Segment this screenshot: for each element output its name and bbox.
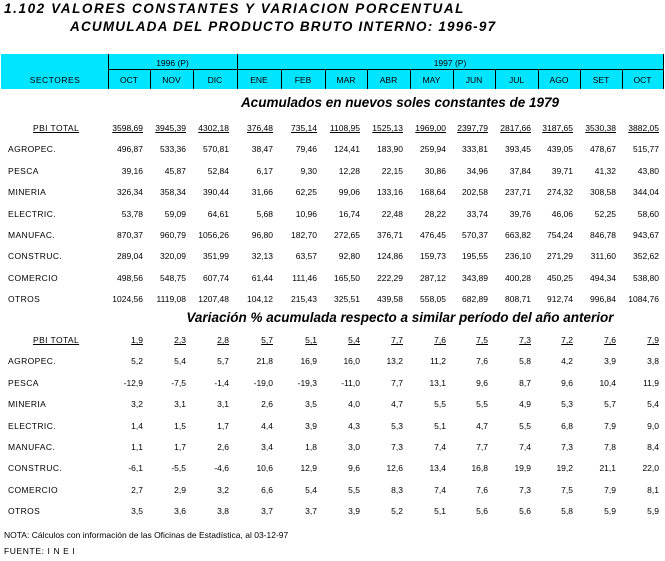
table-cell: 64,61 [207, 208, 229, 219]
table-cell: 393,45 [505, 144, 531, 155]
header-divider [622, 69, 623, 89]
month-header: OCT [120, 75, 138, 85]
header-divider [150, 69, 151, 89]
table-cell: 7,7 [391, 377, 403, 388]
table-cell: 7,3 [561, 442, 573, 452]
table-cell: 2,7 [131, 484, 143, 495]
table-cell: 222,29 [377, 272, 403, 283]
table-cell: 7,9 [604, 420, 616, 431]
table-cell: 34,96 [466, 165, 488, 176]
table-cell: 1084,76 [628, 294, 659, 305]
table-cell: 4,7 [476, 420, 488, 431]
table-cell: 1,1 [131, 442, 143, 452]
table-cell: 5,5 [434, 399, 446, 410]
table-cell: 6,6 [261, 484, 273, 495]
table-cell: 3,9 [348, 506, 360, 517]
table-cell: 5,7 [217, 356, 229, 367]
table-cell: 92,80 [338, 251, 360, 262]
table-cell: 735,14 [291, 123, 317, 133]
year-1996-header: 1996 (P) [156, 58, 189, 68]
table-cell: -4,6 [214, 463, 229, 474]
table-cell: 2,9 [174, 484, 186, 495]
table-cell: 5,4 [174, 356, 186, 367]
table-cell: 1,8 [305, 442, 317, 452]
row-label: ELECTRIC. [8, 420, 56, 431]
month-header: JUN [465, 75, 483, 85]
table-cell: 19,9 [514, 463, 531, 474]
table-cell: 4,2 [561, 356, 573, 367]
table-cell: 9,6 [348, 463, 360, 474]
section2-title: Variación % acumulada respecto a similar período del año anterior [186, 310, 614, 325]
table-cell: 2397,79 [457, 123, 488, 133]
row-label: COMERCIO [8, 272, 58, 283]
row-label: ELECTRIC. [8, 208, 56, 219]
table-cell: 5,5 [348, 484, 360, 495]
table-cell: 5,2 [391, 506, 403, 517]
table-cell: 183,90 [377, 144, 403, 155]
table-cell: 320,09 [160, 251, 186, 262]
month-header: ENE [250, 75, 268, 85]
row-label: AGROPEC. [8, 144, 57, 155]
table-cell: 7,9 [647, 335, 659, 345]
table-cell: 13,1 [429, 377, 446, 388]
table-cell: 570,81 [203, 144, 229, 155]
table-cell: 352,62 [633, 251, 659, 262]
table-cell: 11,2 [430, 356, 446, 367]
table-cell: 16,74 [338, 208, 360, 219]
table-cell: 8,4 [647, 442, 659, 452]
table-cell: 311,60 [590, 251, 616, 262]
table-cell: 10,4 [599, 377, 616, 388]
table-cell: 2,6 [217, 442, 229, 452]
table-cell: 390,44 [203, 187, 229, 198]
table-cell: 494,34 [590, 272, 616, 283]
table-cell: 3945,39 [155, 123, 186, 133]
table-cell: 39,76 [509, 208, 531, 219]
table-cell: 7,4 [434, 442, 446, 452]
table-cell: 11,9 [643, 377, 659, 388]
table-cell: 3,6 [174, 506, 186, 517]
table-cell: -11,0 [341, 377, 360, 388]
row-label: CONSTRUC. [8, 251, 63, 262]
table-cell: 6,8 [561, 420, 573, 431]
table-cell: 607,74 [203, 272, 229, 283]
table-cell: 439,05 [547, 144, 573, 155]
table-cell: 159,73 [420, 251, 446, 262]
table-cell: 3,2 [131, 399, 143, 410]
month-header: FEB [294, 75, 312, 85]
table-cell: 52,25 [594, 208, 616, 219]
table-cell: 7,8 [604, 442, 616, 452]
table-cell: 4,9 [519, 399, 531, 410]
header-divider [453, 69, 454, 89]
table-cell: 308,58 [590, 187, 616, 198]
table-cell: 3,9 [305, 420, 317, 431]
table-cell: 9,6 [476, 377, 488, 388]
table-cell: 538,80 [633, 272, 659, 283]
table-cell: 9,6 [561, 377, 573, 388]
table-cell: 1108,95 [329, 123, 360, 133]
table-cell: 28,22 [424, 208, 446, 219]
table-cell: 10,6 [256, 463, 273, 474]
table-cell: 478,67 [590, 144, 616, 155]
row-label: MINERIA [8, 187, 47, 198]
row-label: PESCA [8, 377, 39, 388]
footer-note: NOTA: Cálculos con información de las Oficinas de Estadística, al 03-12-97 [4, 530, 289, 540]
table-cell: 3530,38 [585, 123, 616, 133]
table-cell: 3,5 [131, 506, 143, 517]
table-cell: 52,84 [207, 165, 229, 176]
table-cell: 7,5 [476, 335, 488, 345]
table-cell: 287,12 [420, 272, 446, 283]
month-header: DIC [207, 75, 223, 85]
footer-source: FUENTE: I N E I [4, 546, 76, 556]
table-cell: 5,7 [261, 335, 273, 345]
table-cell: 7,6 [434, 335, 446, 345]
table-cell: 7,3 [391, 442, 403, 452]
table-cell: 7,6 [604, 335, 616, 345]
table-cell: 111,46 [292, 272, 317, 283]
table-cell: 3,7 [305, 506, 317, 517]
table-cell: 31,66 [251, 187, 273, 198]
table-cell: 16,9 [300, 356, 317, 367]
table-cell: 351,99 [203, 251, 229, 262]
table-cell: 37,84 [509, 165, 531, 176]
table-cell: 3187,65 [542, 123, 573, 133]
table-cell: 358,34 [160, 187, 186, 198]
table-cell: 7,3 [519, 335, 531, 345]
table-cell: 1056,26 [198, 230, 229, 240]
table-cell: 5,4 [348, 335, 360, 345]
table-cell: -6,1 [128, 463, 143, 474]
table-cell: 8,1 [647, 484, 659, 495]
table-cell: 3,9 [604, 356, 616, 367]
table-cell: 682,89 [462, 294, 488, 305]
header-divider [108, 54, 109, 89]
header-divider [580, 69, 581, 89]
header-divider [281, 69, 282, 89]
table-cell: 5,6 [476, 506, 488, 517]
table-cell: 7,9 [604, 484, 616, 495]
table-cell: 62,25 [295, 187, 317, 198]
table-cell: 5,7 [604, 399, 616, 410]
table-cell: 3,1 [174, 399, 186, 410]
table-cell: 663,82 [505, 230, 531, 240]
table-cell: 133,16 [377, 187, 403, 198]
table-cell: 3,8 [647, 356, 659, 367]
month-header: MAR [336, 75, 356, 85]
header-divider [538, 69, 539, 89]
table-cell: 5,9 [647, 506, 659, 517]
table-cell: 3598,69 [112, 123, 143, 133]
table-cell: 7,7 [391, 335, 403, 345]
table-cell: 5,68 [256, 208, 273, 219]
table-cell: 4,3 [348, 420, 360, 431]
row-label: MANUFAC. [8, 442, 56, 452]
row-label: PESCA [8, 165, 39, 176]
table-cell: 39,71 [551, 165, 573, 176]
row-label: AGROPEC. [8, 356, 57, 367]
table-cell: 43,80 [637, 165, 659, 176]
table-cell: 22,48 [381, 208, 403, 219]
table-cell: 259,94 [420, 144, 446, 155]
table-cell: 5,5 [519, 420, 531, 431]
table-cell: 5,9 [604, 506, 616, 517]
table-cell: 22,15 [381, 165, 403, 176]
table-cell: 5,8 [519, 356, 531, 367]
table-cell: 5,1 [305, 335, 317, 345]
month-header: MAY [422, 75, 441, 85]
row-label: PBI TOTAL [33, 123, 80, 133]
table-cell: 39,16 [121, 165, 143, 176]
table-cell: 5,1 [434, 506, 446, 517]
table-cell: 1,9 [131, 335, 143, 345]
table-cell: 4,7 [391, 399, 403, 410]
table-cell: 343,89 [462, 272, 488, 283]
table-cell: 41,32 [594, 165, 616, 176]
table-cell: 870,37 [117, 230, 143, 240]
table-cell: 79,46 [295, 144, 317, 155]
table-cell: 99,06 [338, 187, 360, 198]
table-cell: 5,5 [476, 399, 488, 410]
table-cell: 30,86 [424, 165, 446, 176]
table-cell: 5,4 [305, 484, 317, 495]
header-divider [410, 69, 411, 89]
table-cell: 1,7 [217, 420, 229, 431]
table-cell: 326,34 [117, 187, 143, 198]
row-label: OTROS [8, 294, 41, 305]
table-cell: 7,6 [476, 484, 488, 495]
table-cell: 236,10 [505, 251, 531, 262]
table-cell: 558,05 [420, 294, 446, 305]
table-cell: 2,3 [174, 335, 186, 345]
table-cell: 96,80 [251, 230, 273, 240]
table-cell: 996,84 [590, 294, 616, 305]
table-cell: 4302,18 [198, 123, 229, 133]
table-cell: 3,0 [348, 442, 360, 452]
table-cell: 476,45 [420, 230, 446, 240]
table-cell: 8,7 [519, 377, 531, 388]
table-cell: 3,4 [261, 442, 273, 452]
table-cell: 325,51 [334, 294, 360, 305]
table-cell: 5,3 [561, 399, 573, 410]
table-cell: 13,4 [429, 463, 446, 474]
table-cell: 124,86 [377, 251, 403, 262]
table-cell: 439,58 [377, 294, 403, 305]
table-cell: 274,32 [547, 187, 573, 198]
table-cell: -19,0 [253, 377, 273, 388]
table-cell: 7,7 [476, 442, 488, 452]
row-label: MINERIA [8, 399, 47, 410]
table-cell: 943,67 [633, 230, 659, 240]
table-cell: 12,28 [338, 165, 360, 176]
table-cell: 104,12 [247, 294, 273, 305]
header-divider [663, 54, 664, 89]
header-divider [495, 69, 496, 89]
table-cell: 1,5 [174, 420, 186, 431]
table-cell: 4,0 [348, 399, 360, 410]
table-cell: 3,1 [217, 399, 229, 410]
table-cell: 22,0 [642, 463, 659, 474]
table-cell: -7,5 [171, 377, 186, 388]
table-cell: 33,74 [466, 208, 488, 219]
table-cell: 1525,13 [372, 123, 403, 133]
table-cell: 45,87 [164, 165, 186, 176]
row-label: COMERCIO [8, 484, 58, 495]
month-header: JUL [508, 75, 525, 85]
header-divider [325, 69, 326, 89]
table-cell: 754,24 [547, 230, 573, 240]
table-cell: 3882,05 [628, 123, 659, 133]
month-header: NOV [162, 75, 181, 85]
table-cell: 3,8 [217, 506, 229, 517]
table-cell: 32,13 [251, 251, 273, 262]
table-cell: 9,0 [647, 420, 659, 431]
table-cell: 13,2 [386, 356, 403, 367]
table-cell: 7,3 [519, 484, 531, 495]
table-cell: -5,5 [171, 463, 186, 474]
table-cell: 272,65 [334, 230, 360, 240]
table-cell: 2817,66 [500, 123, 531, 133]
table-cell: 9,30 [300, 165, 317, 176]
table-cell: 7,5 [561, 484, 573, 495]
table-cell: 5,8 [561, 506, 573, 517]
table-cell: 5,3 [391, 420, 403, 431]
table-cell: 271,29 [547, 251, 573, 262]
header-divider [367, 69, 368, 89]
table-cell: -1,4 [214, 377, 229, 388]
row-label: MANUFAC. [8, 230, 56, 240]
table-cell: 376,48 [247, 123, 273, 133]
table-cell: 12,9 [300, 463, 317, 474]
table-cell: 7,4 [434, 484, 446, 495]
month-header: SET [592, 75, 610, 85]
table-cell: 1119,08 [156, 294, 186, 305]
table-cell: 168,64 [420, 187, 446, 198]
table-cell: 450,25 [547, 272, 573, 283]
table-cell: 59,09 [164, 208, 186, 219]
table-cell: 1,7 [174, 442, 186, 452]
table-cell: 912,74 [547, 294, 573, 305]
table-cell: 53,78 [121, 208, 143, 219]
table-cell: 61,44 [251, 272, 273, 283]
table-cell: 237,71 [505, 187, 531, 198]
table-cell: 533,36 [160, 144, 186, 155]
year-1997-header: 1997 (P) [433, 58, 467, 68]
table-cell: 4,4 [261, 420, 273, 431]
month-header: AGO [549, 75, 569, 85]
table-cell: 548,75 [160, 272, 186, 283]
table-cell: 846,78 [590, 230, 616, 240]
table-cell: 515,77 [633, 144, 659, 155]
table-cell: 1,4 [131, 420, 143, 431]
table-cell: 12,6 [386, 463, 403, 474]
table-cell: 16,8 [471, 463, 488, 474]
table-cell: 202,58 [462, 187, 488, 198]
table-cell: 63,57 [295, 251, 317, 262]
table-cell: 960,79 [160, 230, 186, 240]
table-cell: 7,4 [519, 442, 531, 452]
table-cell: 1969,00 [415, 123, 446, 133]
table-cell: 808,71 [505, 294, 531, 305]
header-divider [237, 54, 238, 89]
table-cell: 5,4 [647, 399, 659, 410]
table-cell: 10,96 [295, 208, 317, 219]
table-cell: 21,1 [599, 463, 616, 474]
table-cell: 182,70 [291, 230, 317, 240]
section1-title: Acumulados en nuevos soles constantes de 1979 [240, 95, 560, 110]
table-cell: 333,81 [462, 144, 488, 155]
table-cell: 5,6 [519, 506, 531, 517]
table-cell: 5,2 [131, 356, 143, 367]
table-cell: 496,87 [117, 144, 143, 155]
table-cell: 7,2 [561, 335, 573, 345]
table-title-line2: ACUMULADA DEL PRODUCTO BRUTO INTERNO: 1996-97 [70, 19, 497, 34]
table-cell: -12,9 [123, 377, 143, 388]
table-cell: 124,41 [334, 144, 360, 155]
table-cell: 8,3 [391, 484, 403, 495]
table-title-line1: 1.102 VALORES CONSTANTES Y VARIACION PORCENTUAL [4, 1, 466, 16]
table-cell: 195,55 [462, 251, 488, 262]
table-cell: 19,2 [556, 463, 573, 474]
table-cell: 6,17 [256, 165, 273, 176]
row-label: CONSTRUC. [8, 463, 63, 474]
table-cell: 498,56 [117, 272, 143, 283]
header-divider [193, 69, 194, 89]
table-cell: 58,60 [637, 208, 659, 219]
table-cell: 289,04 [117, 251, 143, 262]
table-cell: 570,37 [462, 230, 488, 240]
month-header: ABR [379, 75, 398, 85]
table-cell: 3,2 [217, 484, 229, 495]
table-cell: 5,1 [434, 420, 446, 431]
table-cell: 1024,56 [112, 294, 143, 305]
table-cell: 3,5 [305, 399, 317, 410]
month-header: OCT [633, 75, 652, 85]
table-cell: 38,47 [251, 144, 273, 155]
table-cell: 21,8 [256, 356, 273, 367]
table-cell: 344,04 [633, 187, 659, 198]
table-cell: 1207,48 [198, 294, 229, 305]
table-cell: 165,50 [334, 272, 360, 283]
row-label: PBI TOTAL [33, 335, 80, 345]
sectores-header: SECTORES [29, 75, 81, 85]
row-label: OTROS [8, 506, 41, 517]
table-cell: 400,28 [505, 272, 531, 283]
table-cell: 46,06 [551, 208, 573, 219]
table-cell: 7,6 [476, 356, 488, 367]
table-cell: 215,43 [291, 294, 317, 305]
table-cell: -19,3 [297, 377, 317, 388]
table-cell: 16,0 [343, 356, 360, 367]
table-cell: 3,7 [261, 506, 273, 517]
table-cell: 376,71 [377, 230, 403, 240]
table-cell: 2,6 [261, 399, 273, 410]
table-cell: 2,8 [217, 335, 229, 345]
